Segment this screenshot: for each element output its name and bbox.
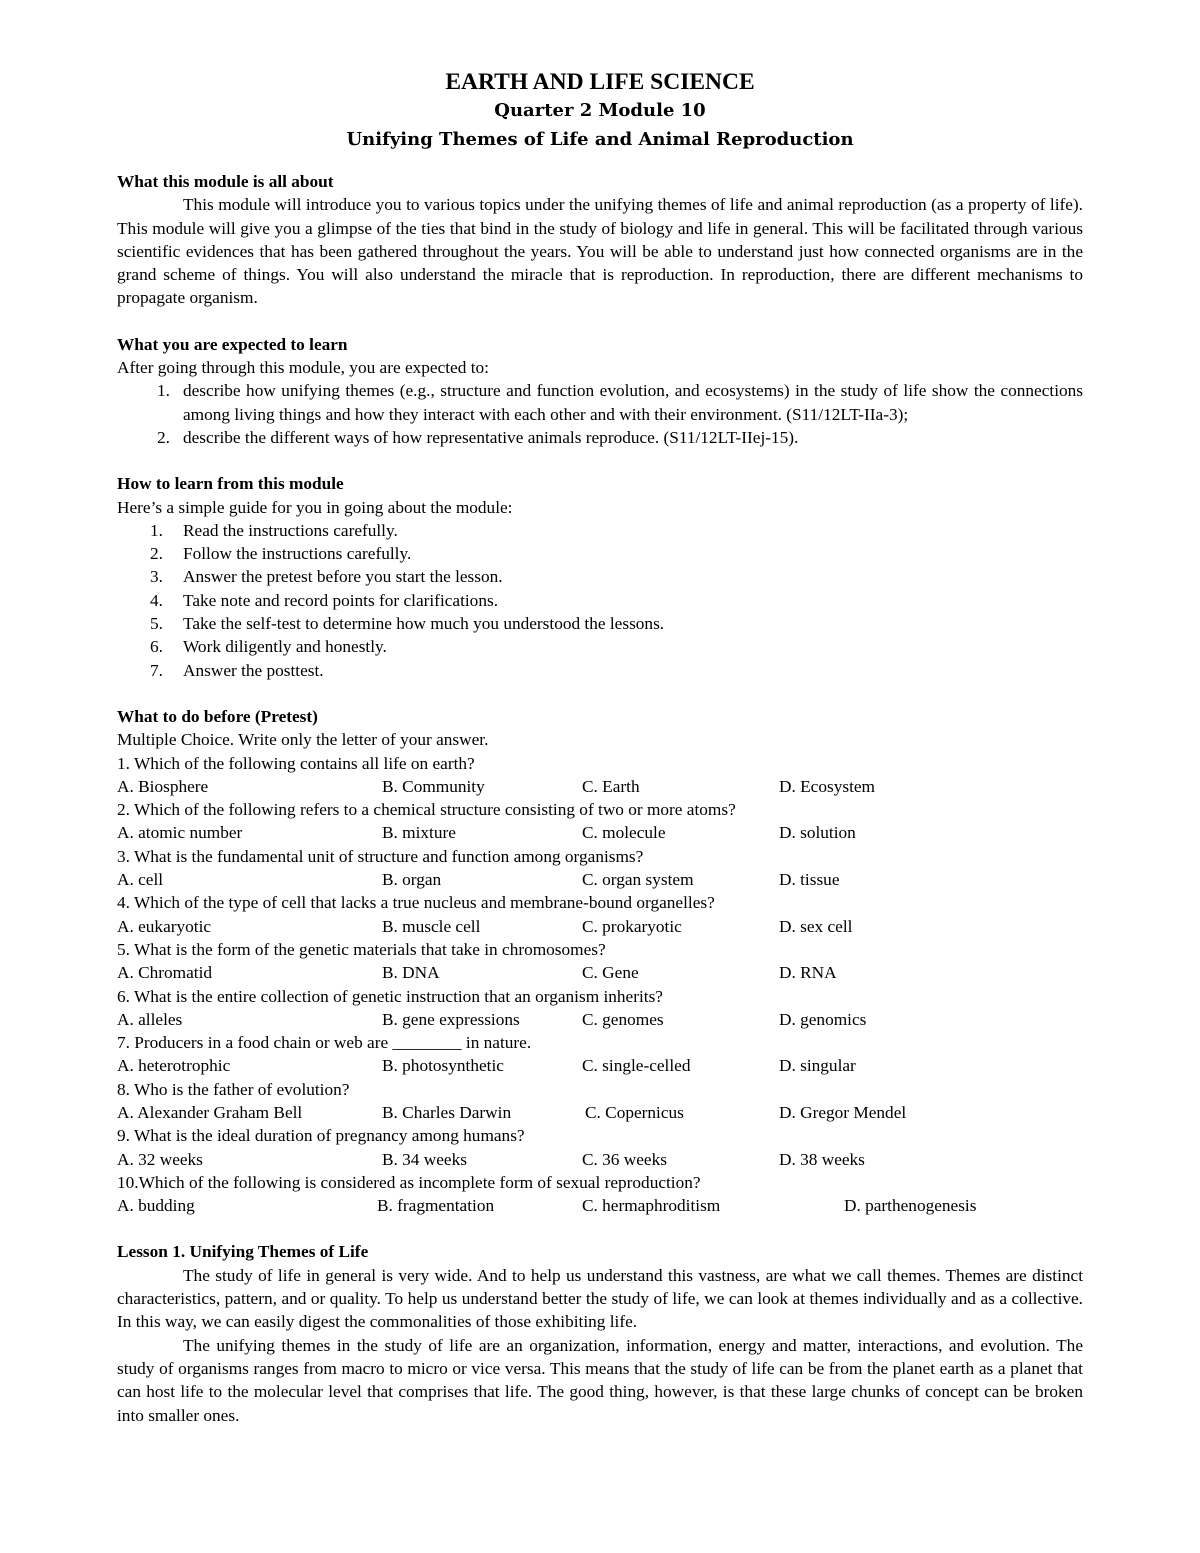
choice-b: B. gene expressions [382,1009,520,1029]
objective-item [157,426,1083,449]
choice-d: D. 38 weeks [779,1149,865,1169]
step-text: Take note and record points for clarifications. [183,590,499,610]
answer-choices [117,1148,1083,1171]
choice-b: B. mixture [382,823,456,843]
step-text: Work diligently and honestly. [183,637,387,657]
howto-intro: Here’s a simple guide for you in going about the module: [117,497,513,517]
step-number: 4. [150,590,163,610]
list-item [150,565,1083,588]
question-text: 7. Producers in a food chain or web are ________ in nature. [117,1033,532,1053]
list-item [150,542,1083,565]
choice-c: C. Gene [582,963,639,983]
choice-a: A. Chromatid [117,963,213,983]
module-topic: Unifying Themes of Life and Animal Reproduction [346,129,854,150]
choice-a: A. atomic number [117,823,243,843]
choice-d: D. parthenogenesis [844,1196,977,1216]
step-text: Answer the pretest before you start the lesson. [183,567,503,587]
answer-choices [117,1101,1083,1124]
question-text: 1. Which of the following contains all life on earth? [117,753,475,773]
choice-c: C. prokaryotic [582,916,682,936]
choice-c: C. Copernicus [585,1102,684,1122]
step-number: 1. [150,520,163,540]
question-text: 2. Which of the following refers to a chemical structure consisting of two or more atoms? [117,800,736,820]
choice-a: A. cell [117,870,164,890]
choice-b: B. Charles Darwin [382,1102,512,1122]
step-number: 2. [150,544,163,564]
objective-item [157,379,1083,426]
answer-choices [117,821,1083,844]
pretest-heading: What to do before (Pretest) [117,706,318,726]
answer-choices [117,775,1083,798]
list-item [150,612,1083,635]
list-item [150,519,1083,542]
step-text: Answer the posttest. [183,660,324,680]
choice-c: C. single-celled [582,1056,691,1076]
choice-c: C. organ system [582,870,694,890]
module-label: Quarter 2 Module 10 [494,100,706,121]
choice-d: D. genomics [779,1009,867,1029]
choice-d: D. RNA [779,963,837,983]
choice-c: C. molecule [582,823,666,843]
choice-a: A. heterotrophic [117,1056,231,1076]
step-number: 3. [150,567,163,587]
step-text: Take the self-test to determine how much you understood the lessons. [183,614,665,634]
choice-b: B. fragmentation [377,1196,495,1216]
expected-intro: After going through this module, you are expected to: [117,358,489,378]
question-text: 5. What is the form of the genetic materials that take in chromosomes? [117,939,606,959]
objective-number: 2. [157,427,170,447]
about-heading: What this module is all about [117,172,334,191]
question-text: 3. What is the fundamental unit of structure and function among organisms? [117,846,644,866]
list-item [150,635,1083,658]
choice-d: D. solution [779,823,856,843]
choice-b: B. photosynthetic [382,1056,504,1076]
step-text: Read the instructions carefully. [183,520,398,540]
choice-b: B. muscle cell [382,916,481,936]
choice-c: C. Earth [582,776,640,796]
step-text: Follow the instructions carefully. [183,544,412,564]
choice-a: A. Biosphere [117,776,209,796]
lesson1-paragraph-2: The unifying themes in the study of life are an organization, information, energy and matter, interactions, and evolution. The study of organisms ranges from macro to micro or vice versa. This means that the study of life can be from the planet earth as a planet that can host life to the molecular level that comprises that life. The good thing, however, is that these large chunks of concept can be broken into smaller ones. [117,1335,1083,1425]
choice-b: B. Community [382,776,485,796]
choice-b: B. 34 weeks [382,1149,467,1169]
question-text: 9. What is the ideal duration of pregnancy among humans? [117,1126,525,1146]
answer-choices [117,868,1083,891]
objective-text: describe how unifying themes (e.g., structure and function evolution, and ecosystems) in the study of life show the connections among living things and how they interact with each other and with their environment. (S11/12LT-IIa-3); [183,381,1083,424]
list-item [150,659,1083,682]
choice-c: C. 36 weeks [582,1149,667,1169]
choice-d: D. tissue [779,870,840,890]
answer-choices [117,961,1083,984]
question-text: 6. What is the entire collection of genetic instruction that an organism inherits? [117,986,663,1006]
objective-number: 1. [157,381,170,401]
choice-a: A. eukaryotic [117,916,212,936]
choice-a: A. 32 weeks [117,1149,203,1169]
page-content [117,68,1083,1427]
choice-c: C. hermaphroditism [582,1196,721,1216]
choice-d: D. Ecosystem [779,776,875,796]
choice-d: D. Gregor Mendel [779,1102,907,1122]
answer-choices [117,915,1083,938]
choice-d: D. sex cell [779,916,853,936]
expected-heading: What you are expected to learn [117,334,348,354]
answer-choices [117,1054,1083,1077]
step-number: 7. [150,660,163,680]
choice-d: D. singular [779,1056,856,1076]
step-number: 5. [150,614,163,634]
document-title: EARTH AND LIFE SCIENCE [445,69,755,95]
question-text: 4. Which of the type of cell that lacks a true nucleus and membrane-bound organelles? [117,893,715,913]
choice-c: C. genomes [582,1009,664,1029]
question-text: 10.Which of the following is considered as incomplete form of sexual reproduction? [117,1172,701,1192]
howto-steps [150,519,1083,682]
list-item [150,589,1083,612]
answer-choices [117,1194,1083,1217]
choice-b: B. DNA [382,963,440,983]
about-paragraph: This module will introduce you to various topics under the unifying themes of life and animal reproduction (as a property of life). This module will give you a glimpse of the ties that bind in the study of biology and life in general. This will be facilitated through various scientific evidences that has been gathered throughout the years. You will be able to understand just how connected organisms are in the grand scheme of things. You will also understand the miracle that is reproduction. In reproduction, there are different mechanisms to propagate organism. [117,195,1083,308]
howto-heading: How to learn from this module [117,474,344,494]
choice-a: A. budding [117,1196,195,1216]
answer-choices [117,1008,1083,1031]
pretest-instructions: Multiple Choice. Write only the letter of your answer. [117,730,489,750]
choice-a: A. Alexander Graham Bell [117,1102,303,1122]
question-text: 8. Who is the father of evolution? [117,1079,350,1099]
lesson1-heading: Lesson 1. Unifying Themes of Life [117,1242,369,1262]
step-number: 6. [150,637,163,657]
objective-text: describe the different ways of how representative animals reproduce. (S11/12LT-IIej-15). [183,427,799,447]
choice-b: B. organ [382,870,442,890]
choice-a: A. alleles [117,1009,183,1029]
lesson1-paragraph-1: The study of life in general is very wide. And to help us understand this vastness, are what we call themes. Themes are distinct characteristics, pattern, and or quality. To help us understand better the study of life, we can look at themes individually and as a collective. In this way, we can easily digest the commonalities of those exhibiting life. [117,1265,1083,1332]
